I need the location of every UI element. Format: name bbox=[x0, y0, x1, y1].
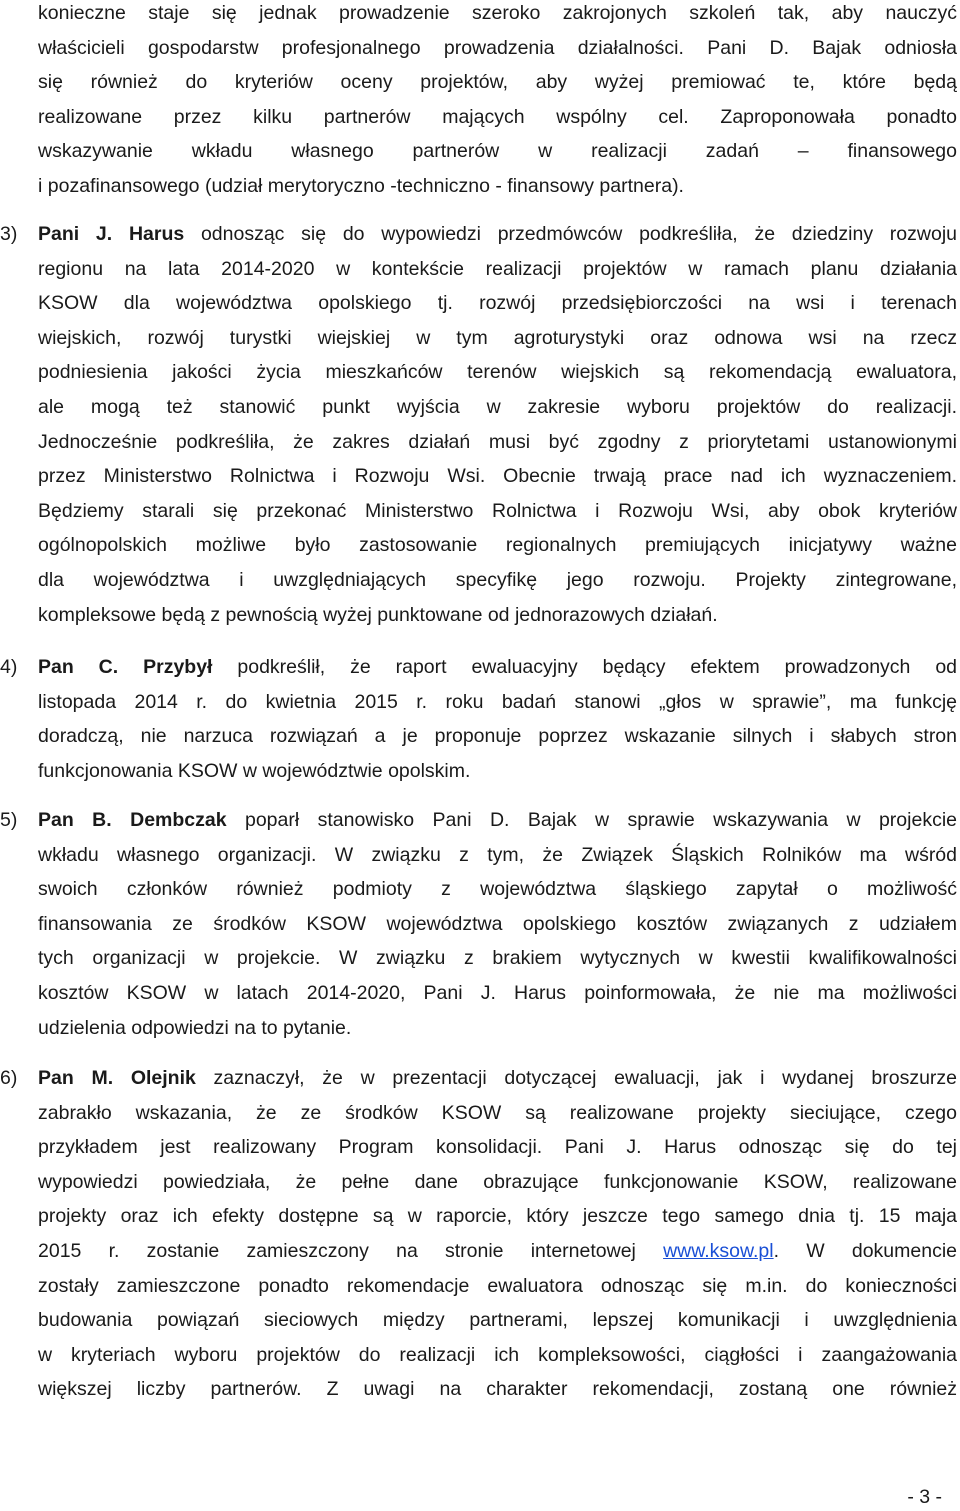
text-line: Będziemy starali się przekonać Ministerstwo Rolnictwa i Rozwoju Wsi, aby obok kryteriów bbox=[38, 499, 957, 522]
text-fragment: zaznaczył, że w prezentacji dotyczącej ewaluacji, jak i wydanej broszurze bbox=[195, 1067, 958, 1089]
text-line: przykładem jest realizowany Program konsolidacji. Pani J. Harus odnosząc się do tej bbox=[38, 1136, 957, 1159]
text-line: w kryteriach wyboru projektów do realizacji ich kompleksowości, ciągłości i zaangażowania bbox=[38, 1343, 957, 1366]
text-line: się również do kryteriów oceny projektów, aby wyżej premiować te, które będą bbox=[38, 71, 957, 94]
text-line: przez Ministerstwo Rolnictwa i Rozwoju Wsi. Obecnie trwają prace nad ich wyznaczeniem. bbox=[38, 465, 957, 488]
text-line bbox=[38, 1234, 957, 1269]
text-line: realizowane przez kilku partnerów mających wspólny cel. Zaproponowała ponadto bbox=[38, 105, 957, 128]
text-line: wkładu własnego organizacji. W związku z tym, że Związek Śląskich Rolników ma wśród bbox=[38, 843, 957, 866]
text-line: Jednocześnie podkreśliła, że zakres działań musi być zgodny z priorytetami ustanowionymi bbox=[38, 430, 957, 453]
item-body bbox=[38, 1061, 957, 1407]
ksow-website-link[interactable]: www.ksow.pl bbox=[663, 1239, 774, 1262]
text-line bbox=[38, 217, 957, 252]
text-line: ale mogą też stanowić punkt wyjścia w zakresie wyboru projektów do realizacji. bbox=[38, 395, 957, 418]
text-line: zabrakło wskazania, że ze środków KSOW są realizowane projekty sieciujące, czego bbox=[38, 1101, 957, 1124]
speaker-name: Dembczak bbox=[130, 809, 227, 831]
item-body bbox=[38, 803, 957, 1045]
item-number: 6) bbox=[0, 1067, 18, 1089]
text-line: finansowania ze środków KSOW województwa opolskiego kosztów związanych z udziałem bbox=[38, 912, 957, 935]
text-fragment: podkreślił, że raport ewaluacyjny będący efektem prowadzonych od bbox=[212, 656, 958, 678]
text-line: funkcjonowania KSOW w województwie opolskim. bbox=[38, 759, 471, 782]
speaker-name: Przybył bbox=[143, 656, 213, 678]
text-line: właścicieli gospodarstw profesjonalnego prowadzenia działalności. Pani D. Bajak odniosła bbox=[38, 36, 957, 59]
text-line: budowania powiązań sieciowych między partnerami, lepszej komunikacji i uwzględnienia bbox=[38, 1309, 957, 1332]
text-line: ogólnopolskich możliwe było zastosowanie regionalnych premiujących inicjatywy ważne bbox=[38, 534, 957, 557]
text-line: konieczne staje się jednak prowadzenie szeroko zakrojonych szkoleń tak, aby nauczyć bbox=[38, 2, 957, 24]
speaker-name: Harus bbox=[128, 223, 185, 245]
text-line bbox=[38, 650, 957, 685]
item-body bbox=[38, 650, 957, 788]
text-fragment: . W dokumencie bbox=[773, 1239, 957, 1262]
speaker-title: Pan B. bbox=[38, 809, 112, 831]
text-line: kosztów KSOW w latach 2014-2020, Pani J. Harus poinformowała, że nie ma możliwości bbox=[38, 981, 957, 1004]
item-number: 4) bbox=[0, 656, 18, 678]
speaker-title: Pani J. bbox=[38, 223, 113, 245]
intro-paragraph bbox=[38, 0, 957, 204]
item-body bbox=[38, 217, 957, 632]
text-fragment: 2015 r. zostanie zamieszczony na stronie internetowej bbox=[38, 1239, 664, 1262]
item-number: 3) bbox=[0, 223, 18, 245]
speaker-name: Olejnik bbox=[130, 1067, 196, 1089]
speaker-title: Pan M. bbox=[38, 1067, 114, 1089]
page-number: - 3 - bbox=[907, 1486, 942, 1508]
text-line: KSOW dla województwa opolskiego tj. rozwój przedsiębiorczości na wsi i terenach bbox=[38, 292, 957, 315]
text-line: regionu na lata 2014-2020 w kontekście realizacji projektów w ramach planu działania bbox=[38, 257, 957, 280]
item-number: 5) bbox=[0, 809, 18, 831]
text-line: wiejskich, rozwój turystki wiejskiej w tym agroturystyki oraz odnowa wsi na rzecz bbox=[38, 326, 957, 349]
text-fragment: poparł stanowisko Pani D. Bajak w sprawie wskazywania w projekcie bbox=[226, 809, 957, 831]
text-line: większej liczby partnerów. Z uwagi na charakter rekomendacji, zostaną one również bbox=[38, 1378, 957, 1401]
text-line: kompleksowe będą z pewnością wyżej punktowane od jednorazowych działań. bbox=[38, 603, 718, 626]
text-line: wypowiedzi powiedziała, że pełne dane obrazujące funkcjonowanie KSOW, realizowane bbox=[38, 1170, 957, 1193]
text-line: zostały zamieszczone ponadto rekomendacje ewaluatora odnosząc się m.in. do konieczności bbox=[38, 1274, 957, 1297]
text-line: i pozafinansowego (udział merytoryczno -techniczno - finansowy partnera). bbox=[38, 174, 684, 197]
text-fragment: odnosząc się do wypowiedzi przedmówców podkreśliła, że dziedziny rozwoju bbox=[184, 223, 957, 245]
text-line: podniesienia jakości życia mieszkańców terenów wiejskich są rekomendacją ewaluatora, bbox=[38, 361, 957, 384]
text-line: tych organizacji w projekcie. W związku z brakiem wytycznych w kwestii kwalifikowalności bbox=[38, 947, 957, 970]
text-line: listopada 2014 r. do kwietnia 2015 r. roku badań stanowi „głos w sprawie”, ma funkcję bbox=[38, 690, 957, 713]
text-line: projekty oraz ich efekty dostępne są w raporcie, który jeszcze tego samego dnia tj. 15 maja bbox=[38, 1205, 957, 1228]
text-line: dla województwa i uwzględniających specyfikę jego rozwoju. Projekty zintegrowane, bbox=[38, 568, 957, 591]
text-line: swoich członków również podmioty z województwa śląskiego zapytał o możliwość bbox=[38, 878, 957, 901]
text-line bbox=[38, 803, 957, 838]
text-line: wskazywanie wkładu własnego partnerów w realizacji zadań – finansowego bbox=[38, 140, 957, 163]
text-line: udzielenia odpowiedzi na to pytanie. bbox=[38, 1016, 352, 1039]
text-line: doradczą, nie narzuca rozwiązań a je proponuje poprzez wskazanie silnych i słabych stron bbox=[38, 725, 957, 748]
speaker-title: Pan C. bbox=[38, 656, 119, 678]
text-line bbox=[38, 1061, 957, 1096]
